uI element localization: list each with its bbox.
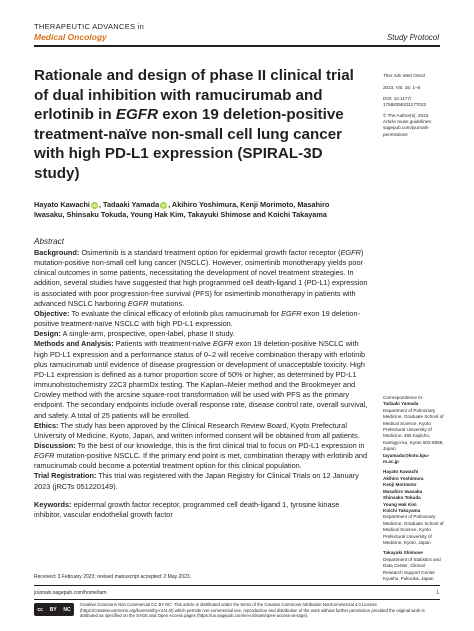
- journal-url[interactable]: journals.sagepub.com/home/tam: [34, 590, 107, 596]
- background-text: Osimertinib is a standard treatment option for epidermal growth factor receptor (EGFR) mutation-positive non-small cell lung cancer (NSCLC). However, osimertinib monotherapy yields poor clinical outcomes in some patients, necessitating the development of novel treatment strategies. In addition, several studies have suggested that high programmed cell death-ligand 1 (PD-L1) expression is associated with poor progression-free survival (PFS) for osimertinib monotherapy in patients with advanced NSCLC harboring EGFR mutations.: [34, 248, 368, 308]
- keywords-text: epidermal growth factor receptor, programmed cell death-ligand 1, tyrosine kinase inhibitor, vascular endothelial growth factor: [34, 499, 340, 519]
- corr-label: Correspondence to:: [383, 395, 424, 400]
- corr-email[interactable]: tayamada@koto.kpu-m.ac.jp: [383, 452, 430, 465]
- author-first: Hayato Kawachi: [34, 200, 90, 209]
- background-label: Background:: [34, 248, 80, 257]
- author-second: , Tadaaki Yamada: [98, 200, 160, 209]
- orcid-icon[interactable]: iD: [161, 202, 166, 208]
- license-text: Creative Commons Non Commercial CC BY-NC: This article is distributed under the terms of the Creative Commons Attribution-NonCommercial 4.0 License (https://creativecommons.org/licenses/by-nc/4.0/) which permits non-commercial use, reproduction and distribution of the work without further permission provided the original work is attributed as specified on the SAGE and Open Access pages (https://us.sagepub.com/en-us/nam/open-access-at-sage).: [80, 602, 425, 619]
- coauthor-name: Masahiro Iwasaku: [383, 488, 423, 494]
- nc-icon-label: NC: [63, 606, 71, 613]
- footer-rule: [34, 585, 440, 586]
- author-line-2: Iwasaku, Shinsaku Tokuda, Young Hak Kim, Takayuki Shimose and Koichi Takayama: [34, 210, 327, 220]
- keywords-label: Keywords:: [34, 499, 72, 509]
- coauthor-name: Akihiro Yoshimura: [383, 475, 424, 481]
- side-meta-line: 2023, Vol. 15: 1–8: [383, 85, 421, 91]
- coauthor-address: Department of Pulmonary Medicine, Graduate School of Medical Science, Kyoto Prefectural University of Medicine, Kyoto, Japan: [383, 514, 444, 545]
- coauthor-name: Koichi Takayama: [383, 507, 421, 513]
- registration-label: Trial Registration:: [34, 471, 97, 481]
- side-meta-line: © The Author(s), 2023.: [383, 112, 430, 118]
- objective-label: Objective:: [34, 308, 70, 318]
- journal-subject: Medical Oncology: [34, 32, 107, 42]
- received-dates: Received: 3 February 2023; revised manuscript accepted: 2 May 2023.: [34, 574, 192, 580]
- side-meta-line: DOI: 10.1177/: [383, 95, 412, 101]
- objective-text: To evaluate the clinical efficacy of erlotinib plus ramucirumab for EGFR exon 19 deletion-positive treatment-naïve NSCLC with high PD-L1 expression.: [34, 308, 360, 329]
- side-journal: Ther Adv Med Oncol: [383, 73, 425, 78]
- correspondence: [383, 395, 445, 582]
- side-meta-line: Article reuse guidelines:: [383, 119, 432, 125]
- coauthor-name: Shinsaku Tokuda: [383, 495, 421, 501]
- design-label: Design:: [34, 329, 61, 339]
- by-icon-label: BY: [49, 606, 57, 613]
- coauthor-name: Young Hak Kim: [383, 501, 417, 507]
- license-rule: [34, 599, 440, 600]
- ethics-label: Ethics:: [34, 420, 59, 430]
- registration-text: This trial was registered with the Japan Registry for Clinical Trials on 12 January 2023 (jRCTs 051220149).: [34, 471, 359, 491]
- discussion-text: To the best of our knowledge, this is the first clinical trial to focus on PD-L1 expression in EGFR mutation-positive NSCLC. If the primary end point is met, combination therapy with erlotinib and ramucirumab could become a potential treatment option for this clinical population.: [34, 440, 368, 471]
- side-meta-link[interactable]: sagepub.com/journals-: [383, 125, 430, 131]
- design-text: A single-arm, prospective, open-label, phase II study.: [62, 329, 235, 339]
- author-list: [34, 200, 414, 221]
- cc-icon-label: cc: [37, 606, 43, 613]
- coauthor-name: Kenji Morimoto: [383, 482, 417, 488]
- journal-name: THERAPEUTIC ADVANCES in: [34, 22, 145, 31]
- ethics-text: The study has been approved by the Clinical Research Review Board, Kyoto Prefectural University of Medicine, Kyoto, Japan, and written informed consent will be obtained from all patients.: [34, 420, 360, 440]
- orcid-icon[interactable]: iD: [92, 202, 97, 208]
- article-type: Study Protocol: [386, 33, 439, 42]
- cc-license-icon[interactable]: [34, 603, 74, 616]
- coauthor-name: Hayato Kawachi: [383, 469, 419, 475]
- coauthor-address: Department of Statistics and Data Center, Clinical Research Support Center Kyushu, Fukuoka, Japan: [383, 556, 441, 581]
- corr-address: Department of Pulmonary Medicine, Graduate School of Medical Science, Kyoto Prefectural University of Medicine, 465 Kajiicho, Kamigyo-ku, Kyoto 602-8566, Japan.: [383, 407, 444, 452]
- article-title: Rationale and design of phase II clinical trial of dual inhibition with ramucirumab and erlotinib in EGFR exon 19 deletion-positive treatment-naïve non-small cell lung cancer with high PD-L1 expression (SPIRAL-3D study): [34, 67, 354, 182]
- corr-name: Tadaaki Yamada: [383, 401, 419, 407]
- discussion-label: Discussion:: [34, 440, 76, 450]
- abstract-body: [34, 248, 368, 520]
- side-meta: [383, 73, 445, 138]
- methods-label: Methods and Analysis:: [34, 339, 114, 349]
- author-rest: , Akihiro Yoshimura, Kenji Morimoto, Masahiro: [168, 200, 330, 209]
- coauthor-name: Takayuki Shimose: [383, 550, 423, 556]
- abstract-heading: Abstract: [34, 237, 65, 246]
- page-number: 1: [436, 590, 439, 596]
- side-meta-link[interactable]: permissions: [383, 131, 408, 137]
- side-meta-line: 17588359231177022: [383, 102, 427, 108]
- methods-text: Patients with treatment-naïve EGFR exon 19 deletion-positive NSCLC with high PD-L1 expression and a performance status of 0–2 will receive combination therapy with erlotinib plus ramucirumab until evidence of disease progression or development of unacceptable toxicity. High PD-L1 expression is defined as a tumor proportion score of 50% or higher, as determined by PD-L1 immunohistochemistry 22C3 pharmDx testing. The Kaplan–Meier method and the Brookmeyer and Crowley method with the arcsine square-root transformation will be used with PFS as the primary endpoint. The secondary endpoints include overall response rate, disease control rate, overall survival, and safety. A total of 25 patients will be enrolled.: [34, 339, 368, 420]
- header-rule: [34, 45, 440, 47]
